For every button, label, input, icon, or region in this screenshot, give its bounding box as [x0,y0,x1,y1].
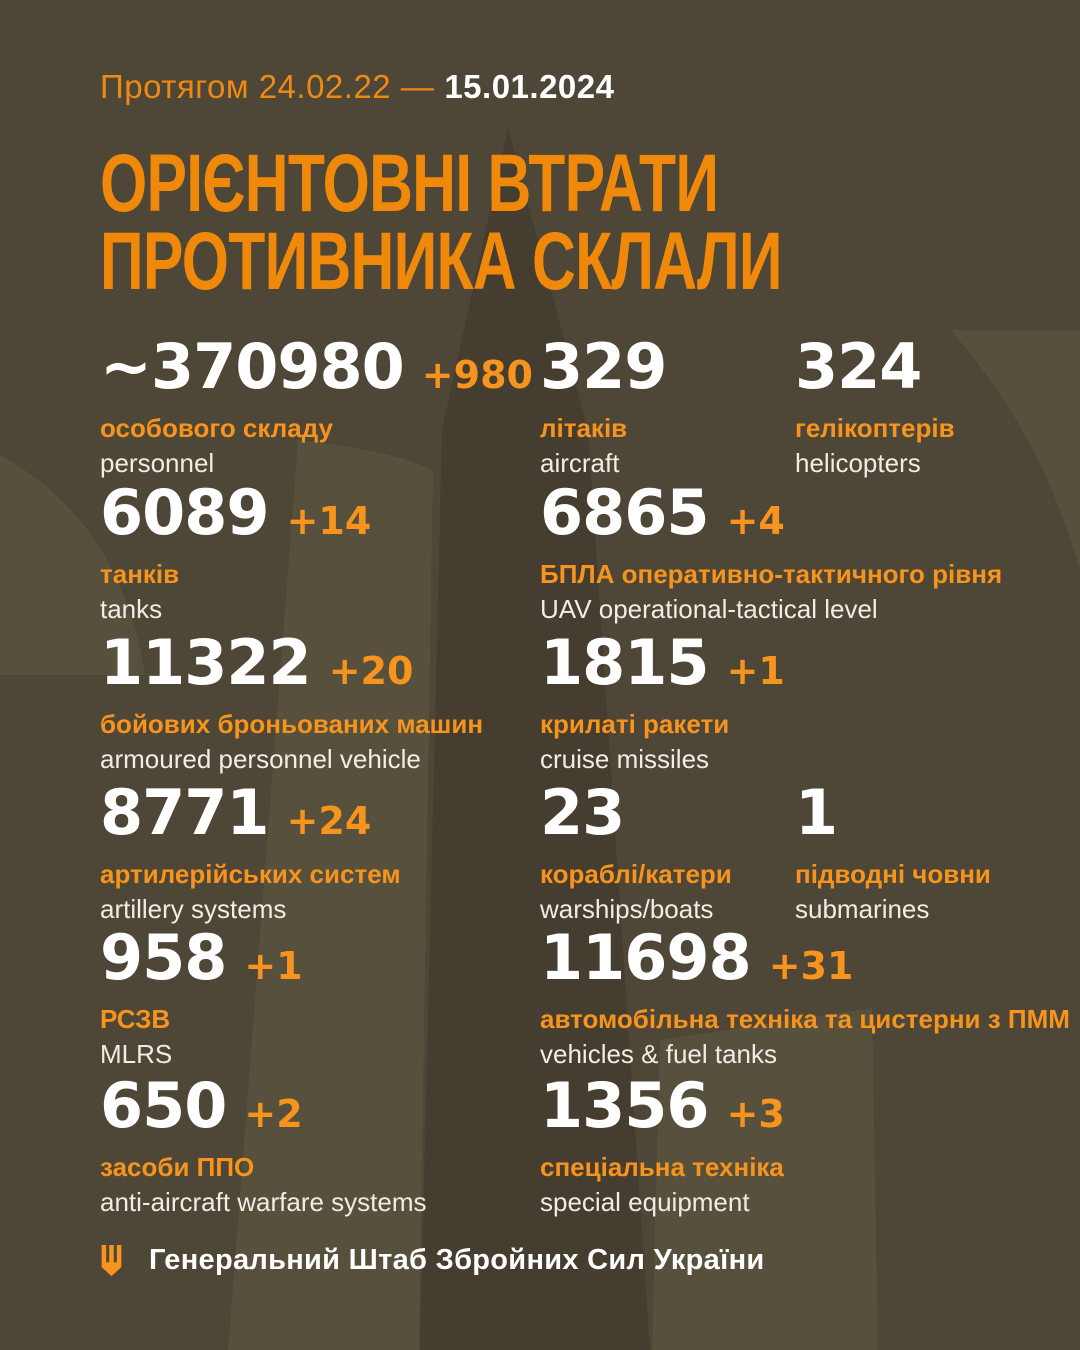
stat-label-uk: спеціальна техніка [540,1152,784,1182]
stat-warships [540,776,732,925]
stat-label-en: artillery systems [100,893,287,924]
stat-tanks [100,476,372,625]
stat-delta: +3 [726,1092,785,1136]
stat-label-uk: бойових броньованих машин [100,709,484,739]
stat-label-en: helicopters [795,447,921,478]
stat-delta: +1 [244,944,303,988]
stat-delta: +20 [328,649,414,693]
stat-special-equipment [540,1069,785,1218]
stat-value: 650 [100,1069,227,1142]
stat-artillery [100,776,401,925]
stat-label-en: cruise missiles [540,743,710,774]
stat-label-uk: кораблі/катери [540,859,732,889]
stat-label-uk: БПЛА оперативно-тактичного рівня [540,559,1003,589]
stat-delta: +2 [244,1092,303,1136]
stat-label-en: aircraft [540,447,620,478]
organization-name: Генеральний Штаб Збройних Сил України [149,1244,765,1276]
stat-delta: +14 [286,499,372,543]
stat-value: ~370980 [100,330,404,403]
stat-label-en: special equipment [540,1186,750,1217]
stat-label-en: warships/boats [540,893,714,924]
stat-value: 11698 [540,921,751,994]
stat-delta: +4 [726,499,785,543]
stat-value: 958 [100,921,227,994]
stat-label-en: personnel [100,447,215,478]
stat-mlrs [100,921,303,1070]
stat-label-en: UAV operational-tactical level [540,593,878,624]
stat-value: 1815 [540,626,709,699]
stat-personnel [100,330,533,479]
stat-label-uk: гелікоптерів [795,413,955,443]
stat-anti-aircraft [100,1069,427,1218]
stat-label-uk: підводні човни [795,859,991,889]
stat-delta: +980 [421,353,533,397]
stat-label-uk: танків [100,559,180,589]
stat-label-en: submarines [795,893,930,924]
stat-label-en: vehicles & fuel tanks [540,1038,778,1069]
trident-icon [100,1245,123,1277]
stat-label-uk: крилаті ракети [540,709,730,739]
stat-delta: +1 [726,649,785,693]
stat-label-uk: артилерійських систем [100,859,401,889]
stat-label-uk: РСЗВ [100,1004,171,1034]
footer [100,1244,765,1277]
stat-value: 23 [540,776,625,849]
stat-value: 6865 [540,476,709,549]
stat-value: 11322 [100,626,311,699]
stat-delta: +24 [286,799,372,843]
stat-label-en: MLRS [100,1038,173,1069]
stat-helicopters [795,330,955,479]
stat-label-uk: особового складу [100,413,333,443]
stat-value: 6089 [100,476,269,549]
stat-delta: +31 [768,944,854,988]
stat-value: 1 [795,776,838,849]
page-title-line1: ОРІЄНТОВНІ ВТРАТИ [100,138,719,229]
stat-aircraft [540,330,684,479]
stat-value: 324 [795,330,922,403]
stat-value: 1356 [540,1069,709,1142]
stat-value: 329 [540,330,667,403]
stat-cruise-missiles [540,626,785,775]
stat-label-en: anti-aircraft warfare systems [100,1186,427,1217]
stat-value: 8771 [100,776,269,849]
stat-label-en: armoured personnel vehicle [100,743,421,774]
stat-label-uk: засоби ППО [100,1152,255,1182]
stat-submarines [795,776,991,925]
report-date: 15.01.2024 [444,68,615,105]
period-prefix: Протягом 24.02.22 — [100,68,435,105]
stat-label-uk: літаків [540,413,628,443]
stat-label-uk: автомобільна техніка та цистерни з ПММ [540,1004,1070,1034]
report-period [100,68,615,106]
page-title-line2: ПРОТИВНИКА СКЛАЛИ [100,216,782,307]
stat-vehicles-fuel-tanks [540,921,1070,1070]
stat-label-en: tanks [100,593,163,624]
stat-uav [540,476,1003,625]
stat-armoured-vehicles [100,626,484,775]
